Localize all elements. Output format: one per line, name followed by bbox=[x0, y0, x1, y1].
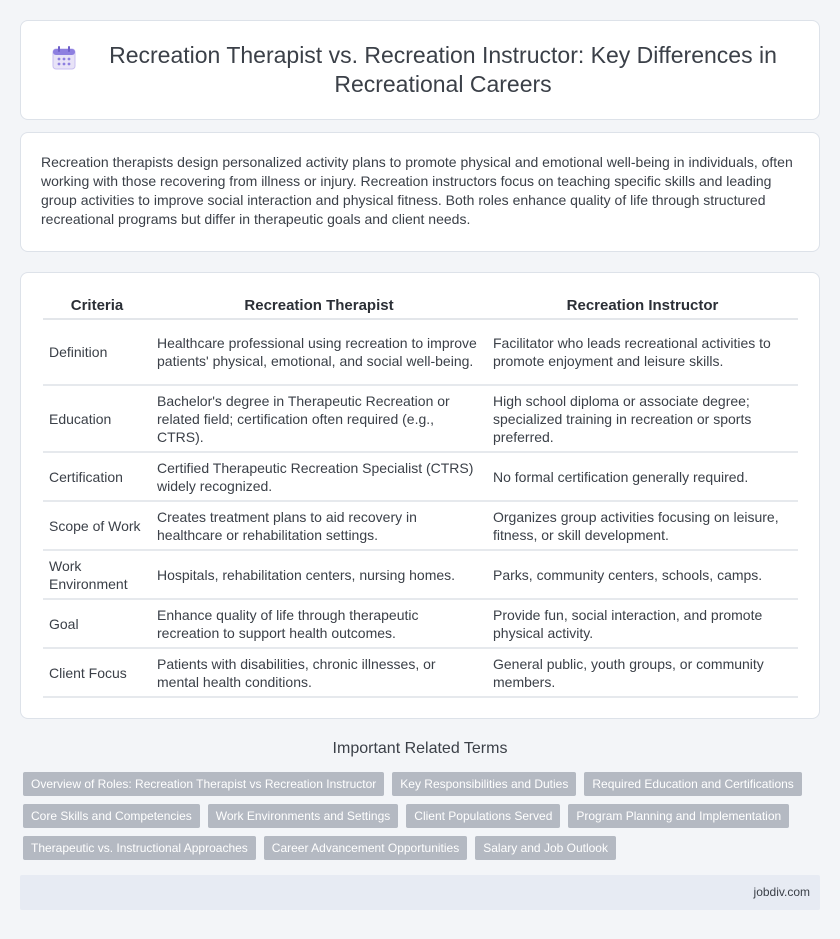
comparison-table bbox=[43, 291, 798, 698]
therapist-cell: Healthcare professional using recreation to improve patients' physical, emotional, and social well-being. bbox=[151, 320, 487, 386]
criteria-cell: Education bbox=[43, 386, 151, 453]
related-tag[interactable]: Program Planning and Implementation bbox=[568, 804, 789, 828]
table-row bbox=[43, 551, 798, 600]
header-instructor: Recreation Instructor bbox=[487, 291, 798, 320]
title-card bbox=[20, 20, 820, 120]
header-therapist: Recreation Therapist bbox=[151, 291, 487, 320]
intro-paragraph: Recreation therapists design personalized activity plans to promote physical and emotional well-being in individuals, often working with those recovering from illness or injury. Recreation instructors focus on teaching specific skills and leading group activities to improve social interaction and physical fitness. Both roles enhance quality of life through structured recreational programs but differ in therapeutic goals and client needs. bbox=[41, 154, 793, 227]
therapist-cell: Bachelor's degree in Therapeutic Recreation or related field; certification often required (e.g., CTRS). bbox=[151, 386, 487, 453]
therapist-cell: Patients with disabilities, chronic illnesses, or mental health conditions. bbox=[151, 649, 487, 698]
criteria-cell: Scope of Work bbox=[43, 502, 151, 551]
related-tag[interactable]: Salary and Job Outlook bbox=[475, 836, 616, 860]
table-row bbox=[43, 453, 798, 502]
footer-site-link[interactable]: jobdiv.com bbox=[753, 885, 810, 899]
related-tag[interactable]: Therapeutic vs. Instructional Approaches bbox=[23, 836, 256, 860]
related-terms-heading: Important Related Terms bbox=[332, 740, 508, 757]
related-terms-tags bbox=[23, 772, 823, 868]
therapist-cell: Hospitals, rehabilitation centers, nursing homes. bbox=[151, 551, 487, 600]
therapist-cell: Certified Therapeutic Recreation Specialist (CTRS) widely recognized. bbox=[151, 453, 487, 502]
page-title: Recreation Therapist vs. Recreation Instructor: Key Differences in Recreational Careers bbox=[109, 42, 777, 97]
related-tag[interactable]: Client Populations Served bbox=[406, 804, 560, 828]
instructor-cell: General public, youth groups, or community members. bbox=[487, 649, 798, 698]
instructor-cell: High school diploma or associate degree; specialized training in recreation or sports preferred. bbox=[487, 386, 798, 453]
calendar-icon bbox=[51, 45, 77, 71]
comparison-card bbox=[20, 272, 820, 719]
therapist-cell: Creates treatment plans to aid recovery in healthcare or rehabilitation settings. bbox=[151, 502, 487, 551]
criteria-cell: Client Focus bbox=[43, 649, 151, 698]
related-tag[interactable]: Key Responsibilities and Duties bbox=[392, 772, 576, 796]
related-tag[interactable]: Core Skills and Competencies bbox=[23, 804, 200, 828]
table-row bbox=[43, 649, 798, 698]
table-row bbox=[43, 320, 798, 386]
instructor-cell: Provide fun, social interaction, and promote physical activity. bbox=[487, 600, 798, 649]
criteria-cell: Certification bbox=[43, 453, 151, 502]
related-tag[interactable]: Required Education and Certifications bbox=[584, 772, 801, 796]
table-header-row bbox=[43, 291, 798, 320]
footer bbox=[20, 875, 820, 910]
table-row bbox=[43, 600, 798, 649]
criteria-cell: Goal bbox=[43, 600, 151, 649]
criteria-cell: Work Environment bbox=[43, 551, 151, 600]
instructor-cell: Facilitator who leads recreational activities to promote enjoyment and leisure skills. bbox=[487, 320, 798, 386]
table-row bbox=[43, 502, 798, 551]
related-tag[interactable]: Overview of Roles: Recreation Therapist vs Recreation Instructor bbox=[23, 772, 384, 796]
instructor-cell: Parks, community centers, schools, camps. bbox=[487, 551, 798, 600]
intro-card bbox=[20, 132, 820, 252]
instructor-cell: No formal certification generally required. bbox=[487, 453, 798, 502]
related-tag[interactable]: Work Environments and Settings bbox=[208, 804, 399, 828]
criteria-cell: Definition bbox=[43, 320, 151, 386]
instructor-cell: Organizes group activities focusing on leisure, fitness, or skill development. bbox=[487, 502, 798, 551]
related-tag[interactable]: Career Advancement Opportunities bbox=[264, 836, 467, 860]
therapist-cell: Enhance quality of life through therapeutic recreation to support health outcomes. bbox=[151, 600, 487, 649]
header-criteria: Criteria bbox=[43, 291, 151, 320]
table-row bbox=[43, 386, 798, 453]
